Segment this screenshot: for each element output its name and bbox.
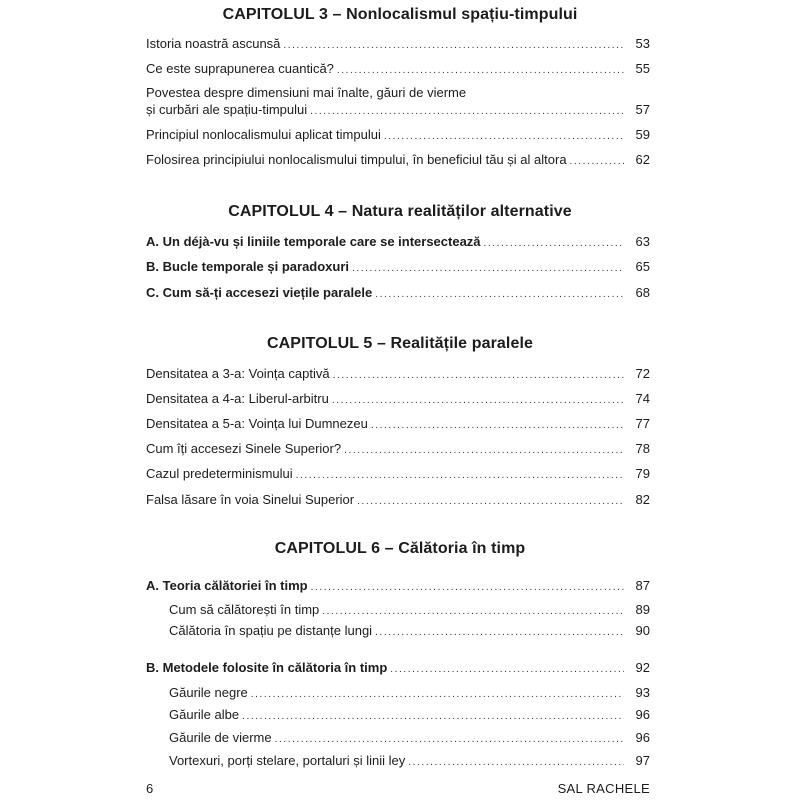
toc-entry-title: Găurile negre (169, 685, 248, 700)
dot-leader (344, 442, 624, 459)
dot-leader (390, 661, 624, 678)
dot-leader (484, 235, 624, 252)
toc-entry-page: 68 (635, 285, 650, 300)
dot-leader (333, 367, 624, 384)
toc-subentry (169, 601, 650, 620)
toc-entry-page: 96 (635, 730, 650, 745)
toc-section-entry (146, 577, 650, 596)
dot-leader (322, 603, 624, 620)
toc-entry-title: Ce este suprapunerea cuantică? (146, 61, 334, 76)
dot-leader (570, 153, 624, 170)
toc-entry (146, 35, 650, 54)
toc-entry-page: 63 (635, 234, 650, 249)
toc-entry-title: Bucle temporale și paradoxuri (162, 259, 350, 274)
toc-entry (146, 365, 650, 384)
dot-leader (337, 62, 624, 79)
dot-leader (375, 624, 624, 641)
toc-entry-page: 79 (635, 466, 650, 481)
toc-entry (146, 440, 650, 459)
toc-entry-title: Cum să-ți accesezi viețile paralele (162, 285, 373, 300)
dot-leader (408, 754, 624, 771)
toc-entry-title: Metodele folosite în călătoria în timp (162, 660, 388, 675)
toc-entry-title: Densitatea a 5-a: Voința lui Dumnezeu (146, 416, 368, 431)
dot-leader (275, 731, 624, 748)
toc-subentry (169, 622, 650, 641)
chapter-3-title: CAPITOLUL 3 – Nonlocalismul spațiu-timpului (222, 6, 578, 23)
toc-section-entry (146, 233, 650, 252)
toc-section-entry (146, 258, 650, 277)
dot-leader (283, 37, 624, 54)
section-letter: A. (146, 234, 159, 249)
toc-entry-multiline (146, 84, 650, 120)
toc-entry-title: Cum îți accesezi Sinele Superior? (146, 441, 342, 456)
toc-entry-page: 87 (635, 578, 650, 593)
toc-entry-title: Cum să călătorești în timp (169, 602, 320, 617)
dot-leader (311, 579, 624, 596)
dot-leader (384, 128, 624, 145)
toc-entry-page: 53 (635, 36, 650, 51)
toc-entry-page: 92 (635, 660, 650, 675)
toc-entry-title: Principiul nonlocalismului aplicat timpului (146, 127, 381, 142)
toc-entry-page: 96 (635, 707, 650, 722)
toc-entry-title: Densitatea a 4-a: Liberul-arbitru (146, 391, 329, 406)
dot-leader (242, 708, 624, 725)
toc-entry-title: Densitatea a 3-a: Voința captivă (146, 366, 330, 381)
toc-subentry (169, 752, 650, 771)
toc-entry (146, 60, 650, 79)
toc-entry-page: 57 (635, 102, 650, 117)
dot-leader (310, 103, 624, 120)
toc-entry-title: Folosirea principiului nonlocalismului timpului, în beneficiul tău și al altora (146, 152, 567, 167)
toc-entry-title: și curbări ale spațiu-timpului (146, 102, 308, 117)
toc-subentry (169, 684, 650, 703)
toc-entry-page: 77 (635, 416, 650, 431)
dot-leader (251, 686, 624, 703)
toc-entry-page: 78 (635, 441, 650, 456)
toc-entry-page: 62 (635, 152, 650, 167)
toc-entry-title-line1: Povestea despre dimensiuni mai înalte, găuri de vierme (146, 85, 467, 100)
dot-leader (375, 286, 624, 303)
toc-entry-page: 59 (635, 127, 650, 142)
toc-entry-page: 55 (635, 61, 650, 76)
toc-entry (146, 415, 650, 434)
toc-entry-title: Călătoria în spațiu pe distanțe lungi (169, 623, 373, 638)
dot-leader (371, 417, 624, 434)
toc-section-entry (146, 284, 650, 303)
toc-entry-title: Vortexuri, porți stelare, portaluri și linii ley (169, 753, 406, 768)
toc-entry-title: Găurile de vierme (169, 730, 272, 745)
dot-leader (296, 467, 624, 484)
toc-entry-title: Istoria noastră ascunsă (146, 36, 281, 51)
chapter-4-title: CAPITOLUL 4 – Natura realităților alternative (228, 203, 572, 220)
chapter-6-title: CAPITOLUL 6 – Călătoria în timp (274, 540, 526, 557)
toc-entry (146, 390, 650, 409)
dot-leader (352, 260, 624, 277)
footer-author: SAL RACHELE (557, 781, 650, 796)
toc-entry (146, 126, 650, 145)
toc-entry (146, 491, 650, 510)
section-letter: C. (146, 285, 159, 300)
toc-entry-page: 93 (635, 685, 650, 700)
toc-entry (146, 465, 650, 484)
section-letter: B. (146, 259, 159, 274)
toc-entry-title: Un déjà-vu și liniile temporale care se intersectează (162, 234, 481, 249)
toc-entry-page: 89 (635, 602, 650, 617)
toc-entry-page: 90 (635, 623, 650, 638)
footer-page-number: 6 (146, 781, 154, 796)
toc-subentry (169, 729, 650, 748)
toc-entry-title: Falsa lăsare în voia Sinelui Superior (146, 492, 355, 507)
toc-entry-title: Cazul predeterminismului (146, 466, 293, 481)
toc-section-entry (146, 659, 650, 678)
toc-entry-page: 65 (635, 259, 650, 274)
toc-entry-page: 72 (635, 366, 650, 381)
dot-leader (332, 392, 624, 409)
dot-leader (357, 493, 624, 510)
toc-subentry (169, 706, 650, 725)
toc-entry-page: 82 (635, 492, 650, 507)
section-letter: B. (146, 660, 159, 675)
toc-entry-title: Găurile albe (169, 707, 240, 722)
toc-entry-page: 74 (635, 391, 650, 406)
toc-entry (146, 151, 650, 170)
chapter-5-title: CAPITOLUL 5 – Realitățile paralele (266, 335, 534, 352)
section-letter: A. (146, 578, 159, 593)
toc-entry-page: 97 (635, 753, 650, 768)
toc-entry-title: Teoria călătoriei în timp (162, 578, 308, 593)
